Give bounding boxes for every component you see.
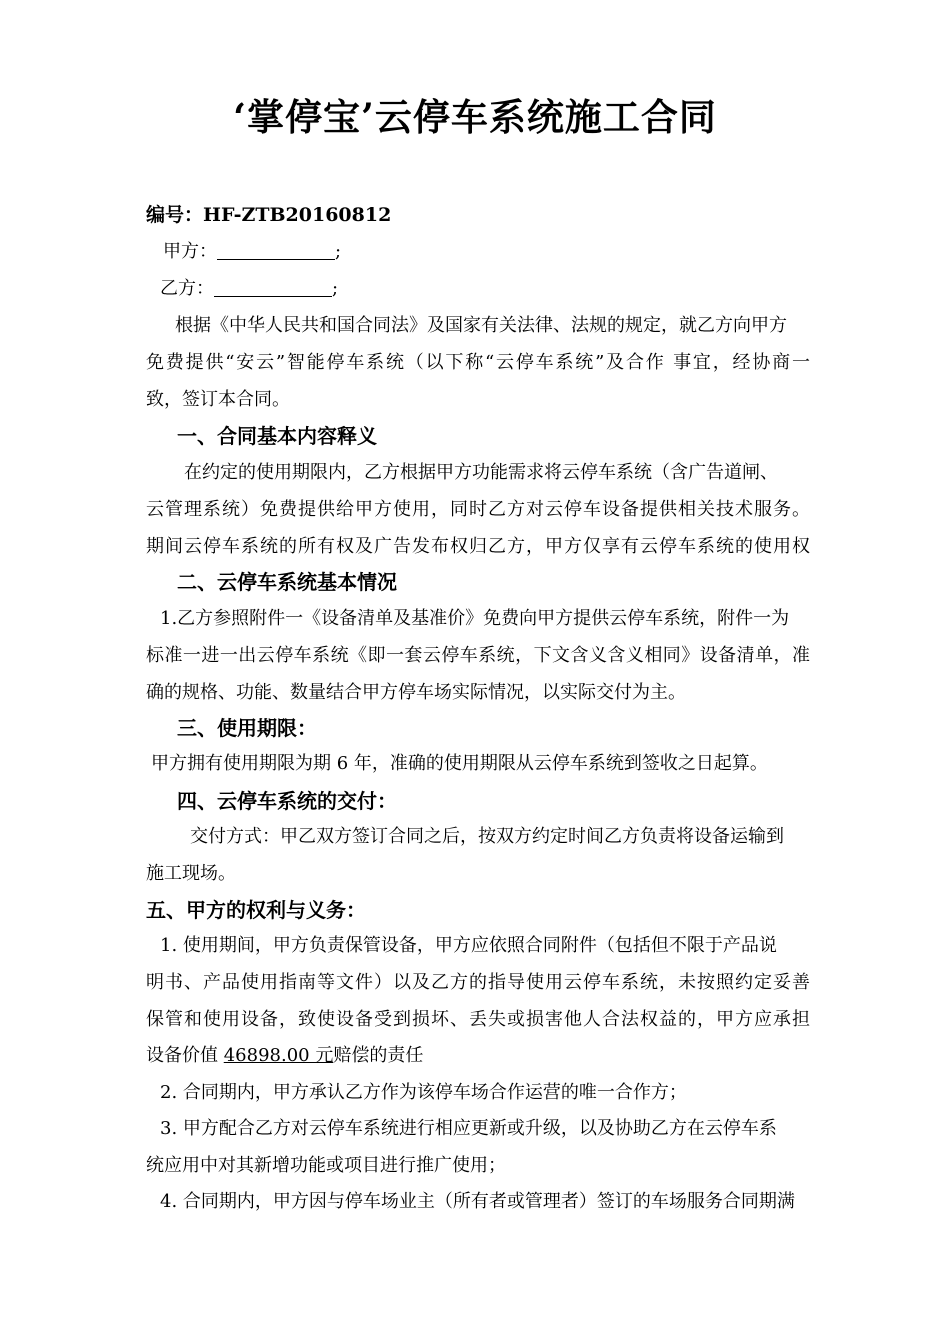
party-b-label: 乙方：	[160, 278, 214, 299]
section-5-item-1-line-3: 保管和使用设备，致使设备受到损坏、丢失或损害他人合法权益的，甲方应承担	[146, 1009, 810, 1030]
party-a-line	[163, 239, 341, 265]
section-1-line-2: 云管理系统）免费提供给甲方使用，同时乙方对云停车设备提供相关技术服务。	[146, 499, 810, 520]
section-5-item-3-line-2: 统应用中对其新增功能或项目进行推广使用；	[146, 1155, 506, 1176]
section-4-line-1: 交付方式：甲乙双方签订合同之后，按双方约定时间乙方负责将设备运输到	[190, 826, 784, 847]
section-5-item-3-line-1: 3. 甲方配合乙方对云停车系统进行相应更新或升级，以及协助乙方在云停车系	[160, 1118, 777, 1139]
party-b-blank[interactable]	[214, 276, 332, 297]
contract-number-label: 编号：	[146, 204, 204, 226]
section-5-item-1-line-4	[146, 1043, 423, 1069]
document-title: ‘掌停宝’云停车系统施工合同	[233, 95, 717, 139]
intro-line-2: 免费提供“安云”智能停车系统（以下称“云停车系统”及合作 事宜，经协商一	[146, 352, 810, 373]
section-2-line-3: 确的规格、功能、数量结合甲方停车场实际情况，以实际交付为主。	[146, 682, 686, 703]
section-5-item-1-line-1: 1. 使用期间，甲方负责保管设备，甲方应依照合同附件（包括但不限于产品说	[160, 935, 777, 956]
party-b-line	[160, 276, 338, 302]
section-4-line-2: 施工现场。	[146, 863, 236, 884]
section-3-line-1: 甲方拥有使用期限为期 6 年，准确的使用期限从云停车系统到签收之日起算。	[151, 753, 768, 774]
section-2-heading: 二、云停车系统基本情况	[177, 570, 397, 594]
party-a-end: ;	[335, 241, 342, 262]
section-5-item-1-line-2: 明书、产品使用指南等文件）以及乙方的指导使用云停车系统，未按照约定妥善	[146, 972, 810, 993]
section-2-line-2: 标准一进一出云停车系统《即一套云停车系统，下文含义含义相同》设备清单，准	[146, 645, 810, 666]
section-2-line-1: 1.乙方参照附件一《设备清单及基准价》免费向甲方提供云停车系统，附件一为	[160, 608, 790, 629]
section-1-line-1: 在约定的使用期限内，乙方根据甲方功能需求将云停车系统（含广告道闸、	[184, 462, 778, 483]
party-a-label: 甲方：	[163, 241, 217, 262]
party-b-end: ;	[332, 278, 339, 299]
section-5-item-2: 2. 合同期内，甲方承认乙方作为该停车场合作运营的唯一合作方；	[160, 1082, 687, 1103]
section-4-heading: 四、云停车系统的交付：	[177, 789, 397, 813]
contract-number	[146, 202, 391, 228]
intro-line-1: 根据《中华人民共和国合同法》及国家有关法律、法规的规定，就乙方向甲方	[175, 315, 787, 336]
liability-text-before: 设备价值	[146, 1045, 224, 1066]
party-a-blank[interactable]	[217, 239, 335, 260]
section-5-item-4-line-1: 4. 合同期内，甲方因与停车场业主（所有者或管理者）签订的车场服务合同期满	[160, 1191, 795, 1212]
contract-number-value: HF-ZTB20160812	[203, 204, 392, 226]
section-5-heading: 五、甲方的权利与义务：	[146, 898, 366, 922]
liability-amount: 46898.00 元	[223, 1045, 334, 1066]
liability-text-after: 赔偿的责任	[333, 1045, 424, 1066]
section-1-heading: 一、合同基本内容释义	[177, 424, 377, 448]
section-3-heading: 三、使用期限：	[177, 716, 317, 740]
intro-line-3: 致，签订本合同。	[146, 389, 290, 410]
section-1-line-3: 期间云停车系统的所有权及广告发布权归乙方，甲方仅享有云停车系统的使用权	[146, 536, 810, 557]
